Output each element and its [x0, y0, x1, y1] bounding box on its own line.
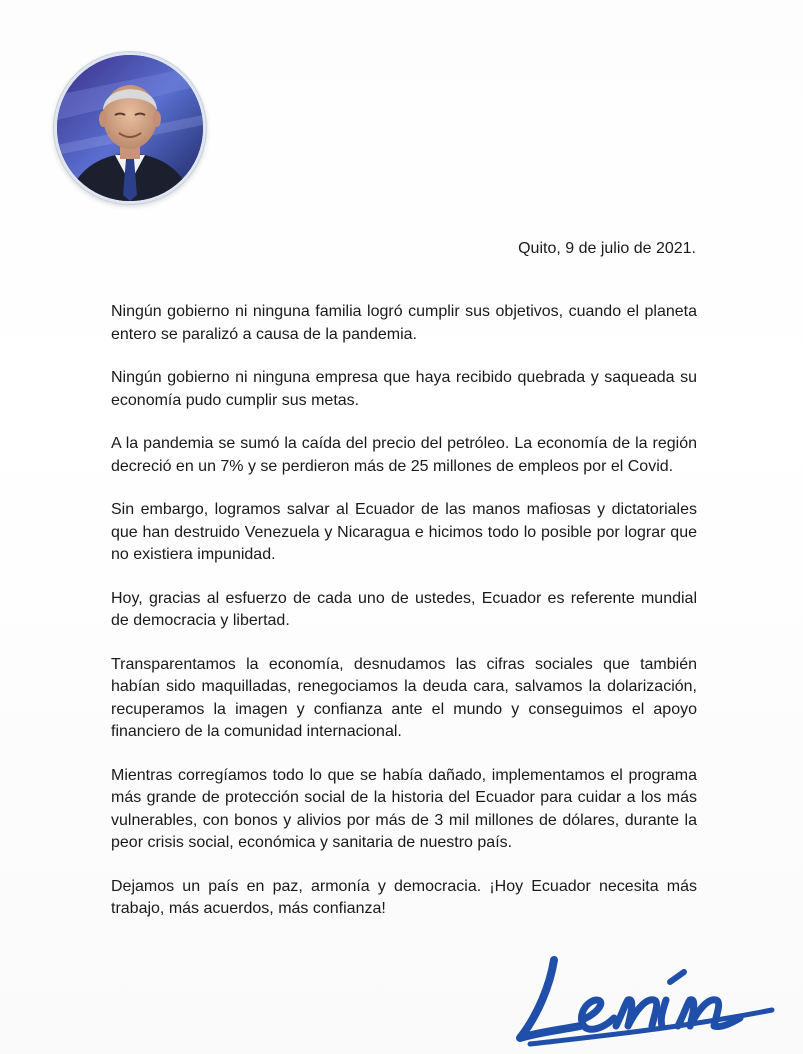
paragraph-5: Hoy, gracias al esfuerzo de cada uno de ustedes, Ecuador es referente mundial de democracia y libertad. [111, 589, 697, 629]
paragraph-2: Ningún gobierno ni ninguna empresa que haya recibido quebrada y saqueada su economía pudo cumplir sus metas. [111, 369, 697, 409]
portrait-image [57, 55, 203, 201]
paragraph-1: Ningún gobierno ni ninguna familia logró cumplir sus objetivos, cuando el planeta entero se paralizó a causa de la pandemia. [111, 303, 697, 343]
paragraph-4: Sin embargo, logramos salvar al Ecuador de las manos mafiosas y dictatoriales que han destruido Venezuela y Nicaragua e hicimos todo lo posible por lograr que no existiera impunidad. [111, 501, 697, 563]
paragraph-7: Mientras corregíamos todo lo que se había dañado, implementamos el programa más grande de protección social de la historia del Ecuador para cuidar a los más vulnerables, con bonos y alivios por más de 3 mil millones de dólares, durante la peor crisis social, económica y sanitaria de nuestro país. [111, 766, 697, 851]
letter-body [111, 301, 697, 942]
paragraph-3: A la pandemia se sumó la caída del precio del petróleo. La economía de la región decreció en un 7% y se perdieron más de 25 millones de empleos por el Covid. [111, 435, 697, 475]
paragraph-8: Dejamos un país en paz, armonía y democracia. ¡Hoy Ecuador necesita más trabajo, más acuerdos, más confianza! [111, 877, 697, 917]
signature-lenin [510, 940, 780, 1050]
dateline: Quito, 9 de julio de 2021. [518, 240, 696, 257]
paragraph-6: Transparentamos la economía, desnudamos las cifras sociales que también habían sido maquilladas, renegociamos la deuda cara, salvamos la dolarización, recuperamos la imagen y confianza ante el mundo y conseguimos el apoyo financiero de la comunidad internacional. [111, 655, 697, 740]
portrait-avatar [54, 52, 206, 204]
